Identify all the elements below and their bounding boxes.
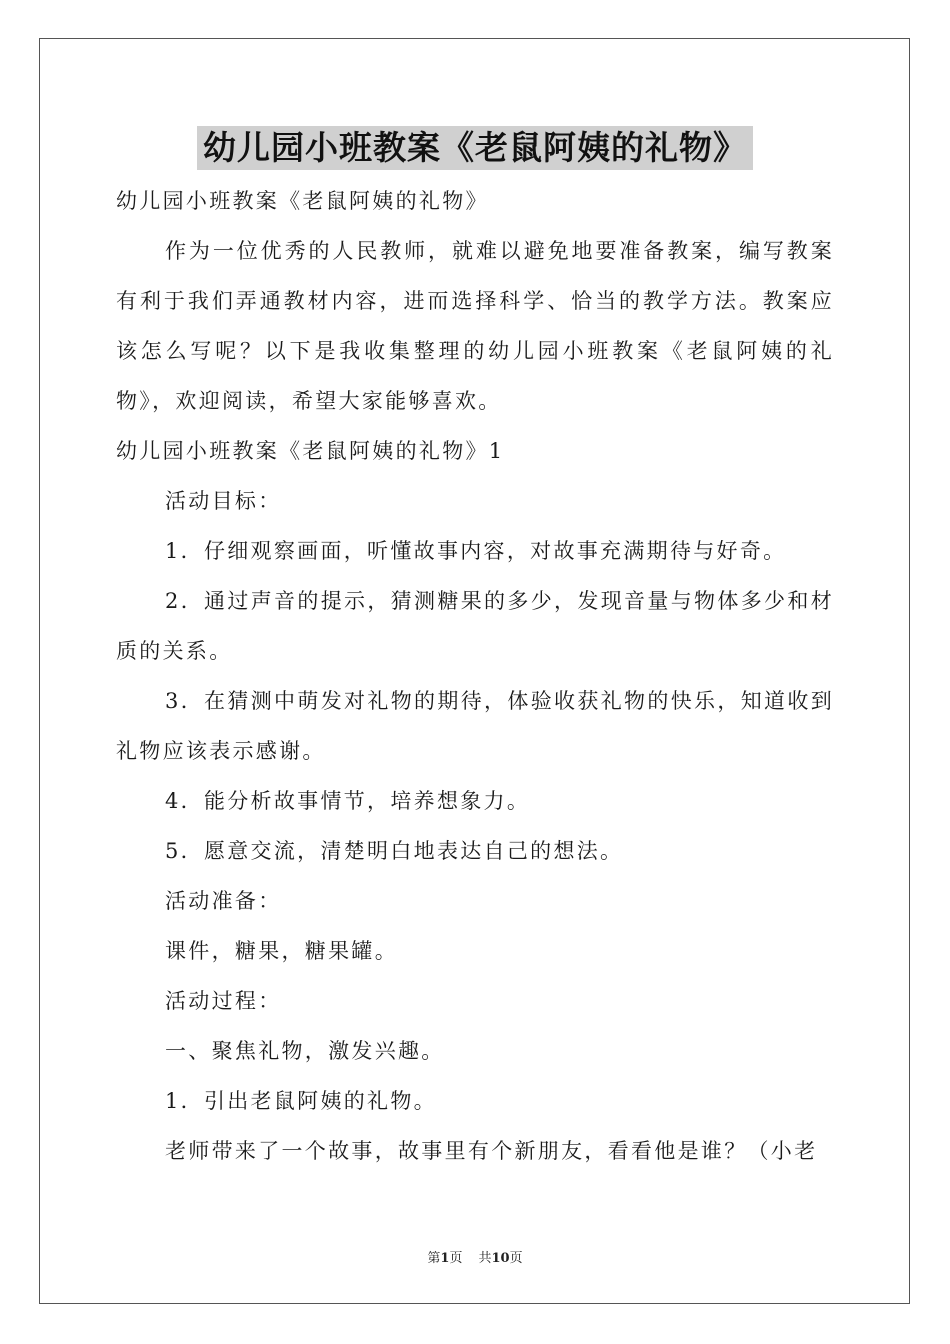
paragraph-goal-4: 4．能分析故事情节，培养想象力。 xyxy=(165,789,531,813)
paragraph-process-heading: 活动过程： xyxy=(165,989,282,1013)
paragraph-step-one: 一、聚焦礼物，激发兴趣。 xyxy=(165,1039,445,1063)
document-title: 幼儿园小班教案《老鼠阿姨的礼物》 xyxy=(197,126,753,170)
paragraph-step-one-1: 1．引出老鼠阿姨的礼物。 xyxy=(165,1089,437,1113)
paragraph-prep-items: 课件，糖果，糖果罐。 xyxy=(165,939,398,963)
paragraph-goals-heading: 活动目标： xyxy=(165,489,282,513)
paragraph-intro: 作为一位优秀的人民教师，就难以避免地要准备教案，编写教案有利于我们弄通教材内容，进而选择科学、恰当的教学方法。教案应该怎么写呢？以下是我收集整理的幼儿园小班教案《老鼠阿姨的礼物》，欢迎阅读，希望大家能够喜欢。 xyxy=(116,239,834,413)
paragraph-story-intro: 老师带来了一个故事，故事里有个新朋友，看看他是谁？（小老 xyxy=(165,1139,818,1163)
title-container xyxy=(0,126,950,170)
paragraph-prep-heading: 活动准备： xyxy=(165,889,282,913)
paragraph-goal-2: 2．通过声音的提示，猜测糖果的多少，发现音量与物体多少和材质的关系。 xyxy=(116,589,834,663)
paragraph-goal-5: 5．愿意交流，清楚明白地表达自己的想法。 xyxy=(165,839,624,863)
paragraph-section-heading: 幼儿园小班教案《老鼠阿姨的礼物》1 xyxy=(116,439,505,463)
paragraph-subtitle: 幼儿园小班教案《老鼠阿姨的礼物》 xyxy=(116,189,489,213)
footer-total-pages: 10 xyxy=(491,1251,510,1266)
paragraph-goal-3: 3．在猜测中萌发对礼物的期待，体验收获礼物的快乐，知道收到礼物应该表示感谢。 xyxy=(116,689,834,763)
footer-page-number: 1 xyxy=(440,1251,450,1266)
footer-page-suffix: 页 xyxy=(449,1251,463,1266)
footer-page-prefix: 第 xyxy=(427,1251,441,1266)
document-body xyxy=(116,176,834,1176)
footer-total-suffix: 页 xyxy=(509,1251,523,1266)
page-footer xyxy=(0,1247,950,1266)
paragraph-goal-1: 1．仔细观察画面，听懂故事内容，对故事充满期待与好奇。 xyxy=(165,539,787,563)
footer-total-prefix: 共 xyxy=(478,1251,492,1266)
